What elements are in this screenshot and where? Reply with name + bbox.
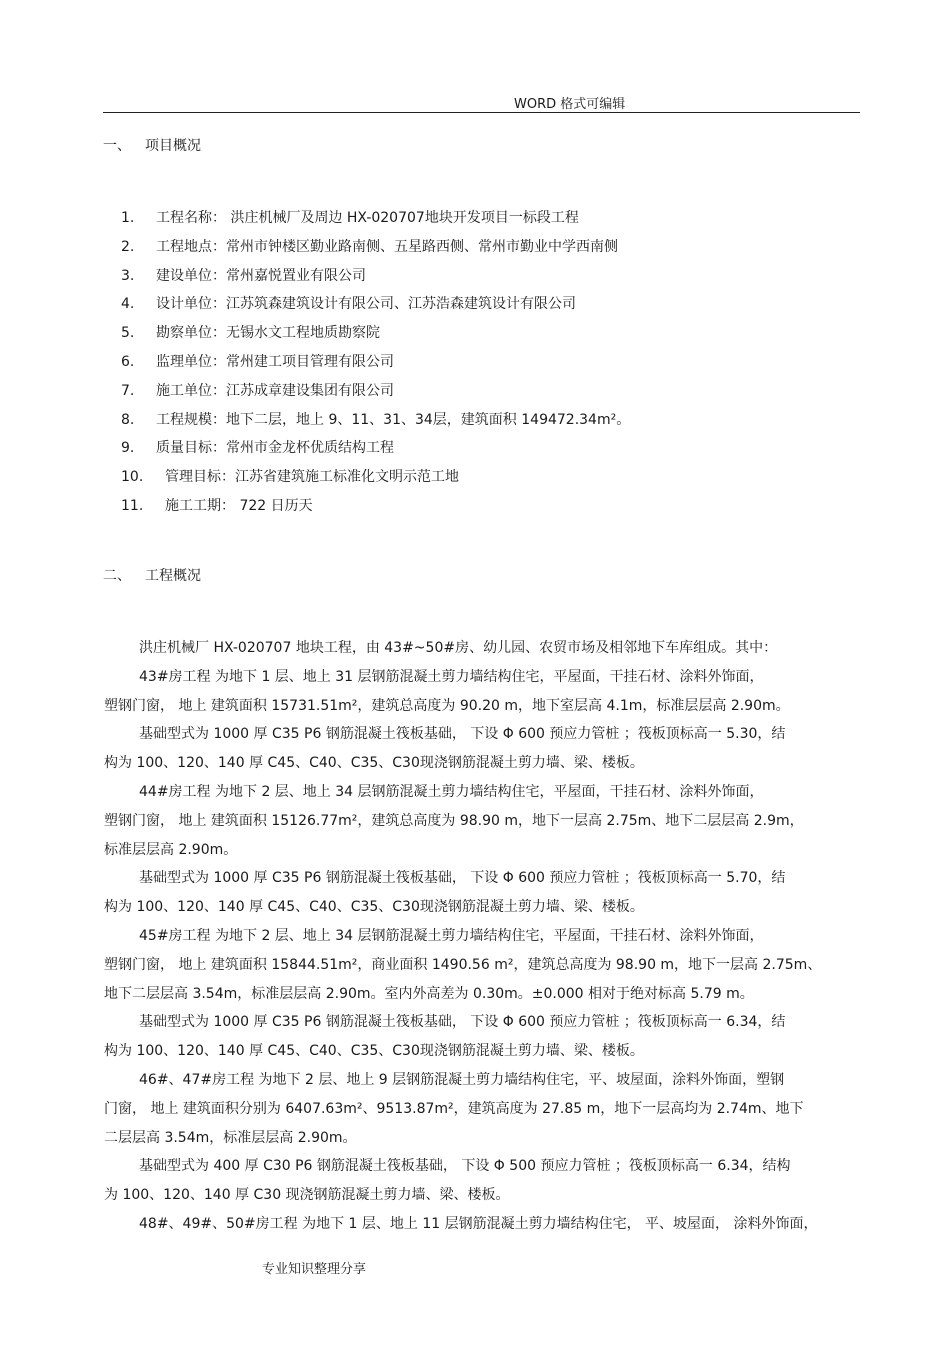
project-info-list (121, 207, 630, 524)
paragraph-line: 48#、49#、50#房工程 为地下 1 层、地上 11 层钢筋混凝土剪力墙结构住宅， 平、坡屋面， 涂料外饰面， (139, 1215, 818, 1232)
page-header: WORD 格式可编辑 (514, 97, 626, 112)
list-item: 10. 管理目标：江苏省建筑施工标准化文明示范工地 (121, 469, 459, 486)
list-item: 1. 工程名称： 洪庄机械厂及周边 HX-020707地块开发项目一标段工程 (121, 210, 579, 226)
list-item: 3. 建设单位：常州嘉悦置业有限公司 (121, 267, 366, 284)
paragraph-line: 洪庄机械厂 HX-020707 地块工程，由 43#~50#房、幼儿园、农贸市场及相邻地下车库组成。其中： (139, 640, 778, 656)
paragraph-line: 45#房工程 为地下 2 层、地上 34 层钢筋混凝土剪力墙结构住宅，平屋面，干挂石材、涂料外饰面， (139, 927, 764, 944)
section-title: 工程概况 (145, 568, 201, 584)
list-item: 9. 质量目标：常州市金龙杯优质结构工程 (121, 440, 394, 457)
paragraph-line: 基础型式为 1000 厚 C35 P6 钢筋混凝土筏板基础， 下设 Φ 600 预应力管桩 ；筏板顶标高一 5.30，结 (139, 726, 786, 743)
section-title: 项目概况 (145, 138, 201, 154)
list-item: 2. 工程地点：常州市钟楼区勤业路南侧、五星路西侧、常州市勤业中学西南侧 (121, 238, 618, 255)
list-item: 7. 施工单位：江苏成章建设集团有限公司 (121, 382, 394, 399)
paragraph-line: 构为 100、120、140 厚 C45、C40、C35、C30现浇钢筋混凝土剪力墙、梁、楼板。 (104, 1043, 644, 1060)
section-number: 二、 (103, 568, 131, 584)
paragraph-line: 标准层层高 2.90m。 (104, 841, 238, 858)
list-item: 4. 设计单位：江苏筑森建筑设计有限公司、江苏浩森建筑设计有限公司 (121, 296, 576, 313)
paragraph-line: 基础型式为 400 厚 C30 P6 钢筋混凝土筏板基础， 下设 Φ 500 预应力管桩 ；筏板顶标高一 6.34，结构 (139, 1158, 791, 1175)
paragraph-line: 为 100、120、140 厚 C30 现浇钢筋混凝土剪力墙、梁、楼板。 (104, 1187, 510, 1204)
list-item: 11. 施工工期： 722 日历天 (121, 497, 313, 514)
section-heading-2 (103, 565, 201, 585)
paragraph-line: 43#房工程 为地下 1 层、地上 31 层钢筋混凝土剪力墙结构住宅，平屋面，干挂石材、涂料外饰面， (139, 668, 764, 685)
list-item: 8. 工程规模：地下二层，地上 9、11、31、34层，建筑面积 149472.34m²。 (121, 411, 631, 428)
paragraph-line: 基础型式为 1000 厚 C35 P6 钢筋混凝土筏板基础， 下设 Φ 600 预应力管桩 ；筏板顶标高一 5.70，结 (139, 870, 786, 887)
paragraph-line: 构为 100、120、140 厚 C45、C40、C35、C30现浇钢筋混凝土剪力墙、梁、楼板。 (104, 755, 644, 772)
overview-body (104, 637, 860, 1242)
paragraph-line: 门窗， 地上 建筑面积分别为 6407.63m²、9513.87m²，建筑高度为 27.85 m，地下一层高均为 2.74m、地下 (104, 1100, 804, 1117)
paragraph-line: 46#、47#房工程 为地下 2 层、地上 9 层钢筋混凝土剪力墙结构住宅，平、坡屋面，涂料外饰面，塑钢 (139, 1071, 785, 1088)
paragraph-line: 44#房工程 为地下 2 层、地上 34 层钢筋混凝土剪力墙结构住宅，平屋面，干挂石材、涂料外饰面， (139, 783, 764, 800)
paragraph-line: 塑钢门窗， 地上 建筑面积 15731.51m²，建筑总高度为 90.20 m，地下室层高 4.1m，标准层层高 2.90m。 (104, 697, 790, 714)
section-heading-1 (103, 135, 201, 155)
paragraph-line: 地下二层层高 3.54m，标准层层高 2.90m。室内外高差为 0.30m。±0.000 相对于绝对标高 5.79 m。 (104, 985, 754, 1002)
page-footer: 专业知识整理分享 (262, 1262, 367, 1277)
list-item: 5. 勘察单位：无锡水文工程地质勘察院 (121, 325, 380, 342)
list-item: 6. 监理单位：常州建工项目管理有限公司 (121, 353, 394, 370)
paragraph-line: 构为 100、120、140 厚 C45、C40、C35、C30现浇钢筋混凝土剪力墙、梁、楼板。 (104, 899, 644, 916)
paragraph-line: 塑钢门窗， 地上 建筑面积 15844.51m²，商业面积 1490.56 m²，建筑总高度为 98.90 m，地下一层高 2.75m、 (104, 956, 822, 973)
paragraph-line: 二层层高 3.54m，标准层层高 2.90m。 (104, 1129, 357, 1146)
section-number: 一、 (103, 138, 131, 154)
header-rule (103, 112, 860, 113)
paragraph-line: 基础型式为 1000 厚 C35 P6 钢筋混凝土筏板基础， 下设 Φ 600 预应力管桩 ；筏板顶标高一 6.34，结 (139, 1014, 786, 1031)
paragraph-line: 塑钢门窗， 地上 建筑面积 15126.77m²，建筑总高度为 98.90 m，地下一层高 2.75m、地下二层层高 2.9m， (104, 812, 804, 829)
